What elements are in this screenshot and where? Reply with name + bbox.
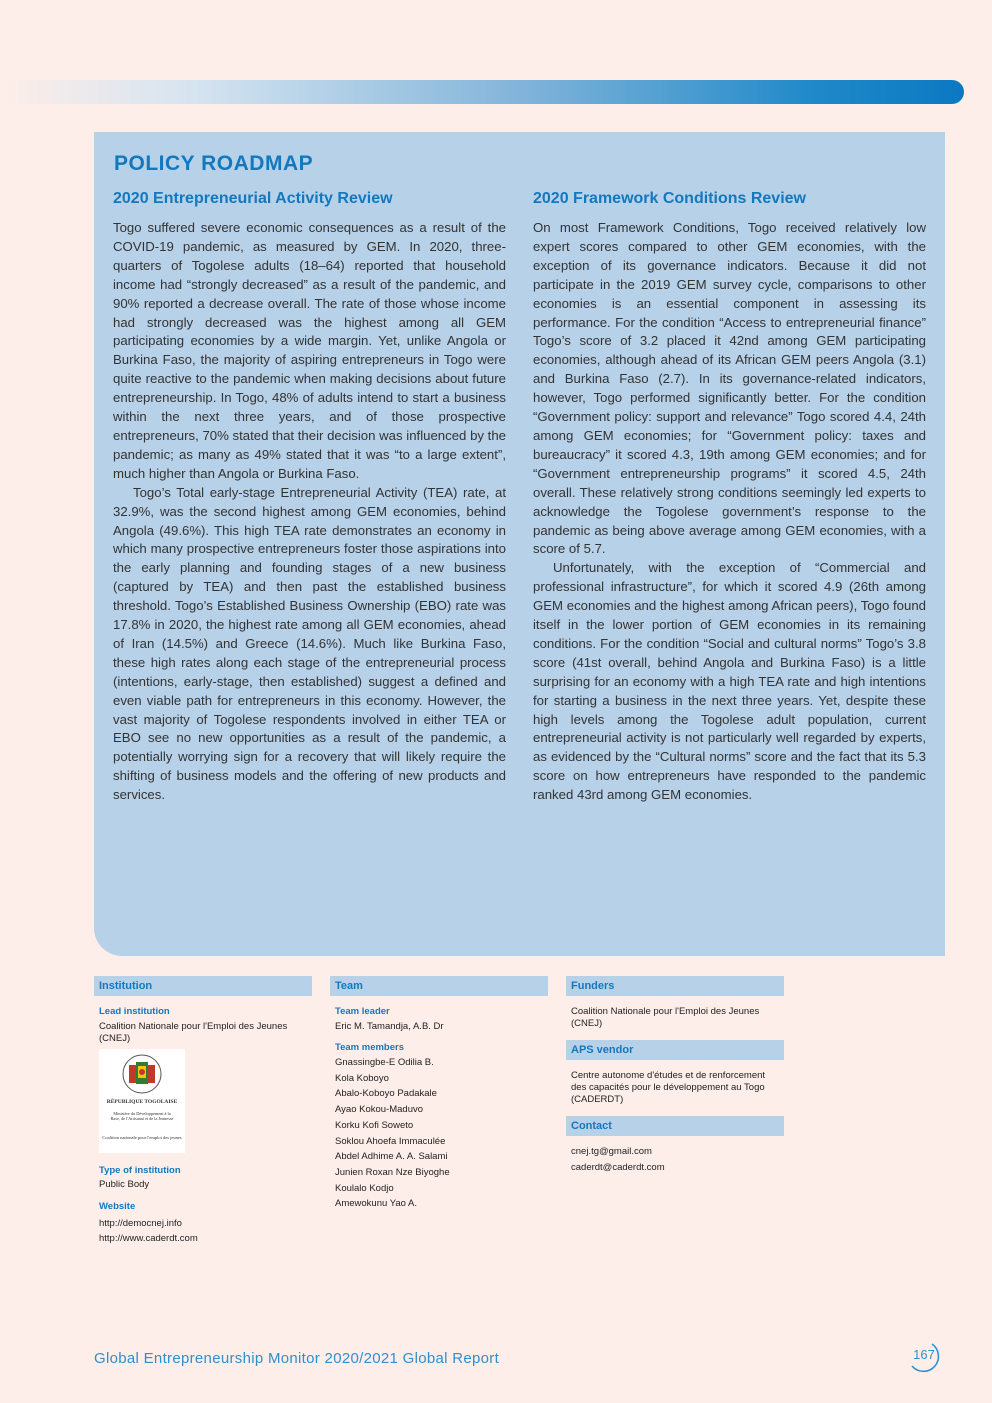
team-column [330,976,548,1212]
team-member: Gnassingbe-E Odilia B. [335,1057,434,1068]
funders-value: Coalition Nationale pour l'Emploi des Jeunes (CNEJ) [571,1006,760,1029]
lead-institution-label: Lead institution [99,1006,170,1017]
institution-header: Institution [94,976,312,996]
team-member: Korku Kofi Soweto [335,1119,414,1131]
roadmap-title: POLICY ROADMAP [114,152,314,175]
cnej-logo [99,1049,185,1153]
team-member: Abdel Adhime A. A. Salami [335,1151,448,1163]
institution-column [94,976,312,1246]
activity-review-heading: 2020 Entrepreneurial Activity Review [113,190,393,207]
aps-vendor-header: APS vendor [566,1040,784,1060]
team-member: Abalo-Koboyo Padakale [335,1088,437,1100]
team-member: Junien Roxan Nze Biyoghe [335,1166,450,1178]
team-members-list [330,1055,548,1212]
funders-column [566,976,784,1175]
website-label: Website [99,1201,136,1212]
team-members-label: Team members [335,1042,404,1053]
framework-review-paragraph: On most Framework Conditions, Togo received relatively low expert scores compared to other GEM economies, with the exception of its governance indicators. Because it did not participate in the 2019 GEM survey cycle, comparisons to other economies is an essential component in assessing its performance. For the condition “Access to entrepreneurial finance” Togo’s score of 3.2 placed it 42nd among GEM participating economies, although ahead of its African GEM peers Angola (3.1) and Burkina Faso (2.7). In its governance-related indicators, however, Togo performed significantly better. For the condition “Government policy: support and relevance” Togo scored 4.4, 24th among GEM economies; for “Government policy: taxes and bureaucracy” it scored 4.3, 19th among GEM economies; and for “Government entrepreneurship programs” it scored 4.5, 24th overall. These relatively strong conditions seemingly led experts to acknowledge the Togolese government’s response to the pandemic as being above average among GEM economies, with a score of 5.7. [533,220,926,557]
activity-review-paragraph: Togo suffered severe economic consequences as a result of the COVID-19 pandemic, as measured by GEM. In 2020, three-quarters of Togolese adults (18–64) reported that household income had “strongly decreased” as a result of the pandemic, and 90% reported a decrease overall. The rate of those whose income had strongly decreased was the highest among all GEM participating economies by a wide margin. Yet, unlike Angola or Burkina Faso, the majority of aspiring entrepreneurs in Togo were quite reactive to the pandemic when making decisions about future entrepreneurship. In Togo, 48% of adults intend to start a business within the next three years, and of those prospective entrepreneurs, 70% stated that their decision was influenced by the pandemic; as many as 49% stated that it was “to a large extent”, much higher than Angola or Burkina Faso. [113,220,506,481]
framework-review-heading: 2020 Framework Conditions Review [533,190,806,207]
header-gradient-bar [0,80,964,104]
logo-republic-text: RÉPUBLIQUE TOGOLAISE [106,1099,178,1105]
website-link[interactable]: http://democnej.info [99,1218,182,1229]
contact-header: Contact [566,1116,784,1136]
website-link[interactable]: http://www.caderdt.com [99,1233,198,1244]
team-member: Kola Koboyo [335,1072,389,1084]
framework-review-paragraph: Unfortunately, with the exception of “Commercial and professional infrastructure”, for which it scored 4.9 (26th among GEM economies and the highest among African peers), Togo found itself in the lower portion of GEM economies in its remaining conditions. For the condition “Social and cultural norms” Togo’s 3.8 score (41st overall, behind Angola and Burkina Faso) is a little surprising for an economy with a high TEA rate and high intentions for starting a business in the next three years. Yet, despite these high levels among the Togolese adult population, current entrepreneurial activity is not particularly well regarded by experts, as evidenced by the “Cultural norms” score and the fact that its 5.3 score on how entrepreneurs have responded to the pandemic ranked 43rd among GEM economies. [533,560,926,803]
activity-review-paragraph: Togo’s Total early-stage Entrepreneurial Activity (TEA) rate, at 32.9%, was the second highest among GEM economies, behind Angola (49.6%). This high TEA rate demonstrates an economy in which many prospective entrepreneurs foster those aspirations into the early planning and founding stages of a new business (captured by TEA) and then past the established business threshold. Togo’s Established Business Ownership (EBO) rate was 17.8% in 2020, the highest rate among all GEM economies, ahead of Iran (14.5%) and Greece (14.6%). Much like Burkina Faso, these high rates along each stage of the entrepreneurial process (intentions, early-stage, then established) suggest a defined and even viable path for entrepreneurs in this economy. However, the vast majority of Togolese respondents involved in either TEA or EBO see no new opportunities as a result of the pandemic, a potentially worrying sign for a recovery that will likely require the shifting of business models and the offering of new products and services. [113,484,506,803]
team-member: Amewokunu Yao A. [335,1198,418,1210]
contact-email[interactable]: cnej.tg@gmail.com [571,1146,652,1157]
team-leader-label: Team leader [335,1006,390,1017]
contact-email[interactable]: caderdt@caderdt.com [571,1161,665,1173]
coat-of-arms-icon [121,1053,163,1095]
aps-vendor-value: Centre autonome d'études et de renforcement des capacités pour le développement au Togo (CADERDT) [571,1070,766,1105]
institution-type-value: Public Body [99,1179,150,1190]
team-header: Team [330,976,548,996]
page-number-badge [906,1340,946,1374]
page-number: 167 [913,1347,935,1362]
team-member: Koulalo Kodjo [335,1182,394,1194]
team-member: Soklou Ahoefa Immaculée [335,1135,446,1147]
team-member: Ayao Kokou-Maduvo [335,1104,424,1116]
team-leader-value: Eric M. Tamandja, A.B. Dr [335,1021,444,1032]
activity-review-column [113,190,506,805]
framework-review-column [533,190,926,805]
lead-institution-value: Coalition Nationale pour l'Emploi des Jeunes (CNEJ) [99,1021,288,1044]
logo-ministry-text: Ministère du Développement à la Base, de l'Artisanat et de la Jeunesse [110,1111,174,1122]
institution-type-label: Type of institution [99,1165,181,1176]
funders-header: Funders [566,976,784,996]
report-title: Global Entrepreneurship Monitor 2020/2021 Global Report [94,1350,500,1367]
policy-roadmap-panel [94,132,945,956]
logo-coalition-text: Coalition nationale pour l'emploi des jeunes [102,1135,182,1140]
